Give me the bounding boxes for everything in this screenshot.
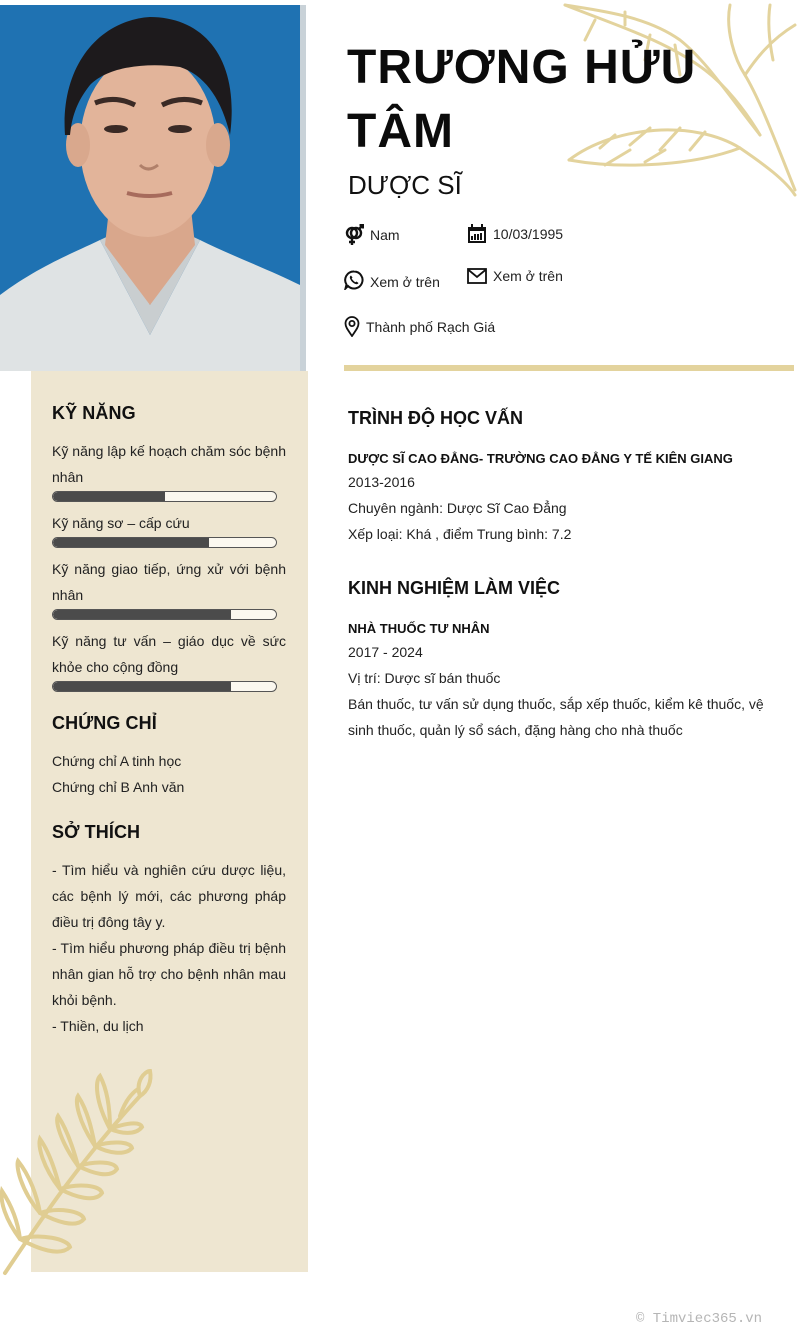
education-period: 2013-2016	[348, 474, 415, 490]
skill-bar	[52, 609, 277, 620]
skill-bar-fill	[53, 538, 209, 547]
birthday-value: 10/03/1995	[493, 226, 564, 242]
sidebar	[31, 371, 308, 1272]
skill-label: Kỹ năng sơ – cấp cứu	[52, 515, 190, 531]
experience-period: 2017 - 2024	[348, 644, 423, 660]
hobby-item: - Thiền, du lịch	[52, 1018, 144, 1034]
skill-bar-fill	[53, 682, 231, 691]
gender-icon	[344, 224, 364, 246]
job-title: DƯỢC SĨ	[348, 170, 462, 200]
hobbies-section	[52, 822, 286, 1039]
email-icon	[467, 268, 487, 284]
experience-section	[348, 578, 768, 743]
gender-value: Nam	[370, 227, 400, 243]
skill-item	[52, 628, 286, 692]
certificates-title: CHỨNG CHỈ	[52, 713, 157, 733]
skills-title: KỸ NĂNG	[52, 403, 136, 423]
contact-birthday	[467, 224, 563, 244]
skill-label: Kỹ năng lập kế hoạch chăm sóc bệnh nhân	[52, 443, 286, 485]
experience-position: Vị trí: Dược sĩ bán thuốc	[348, 670, 501, 686]
address-value: Thành phố Rạch Giá	[366, 318, 496, 335]
experience-heading: NHÀ THUỐC TƯ NHÂN	[348, 621, 490, 636]
certificates-section	[52, 713, 286, 800]
education-major: Chuyên ngành: Dược Sĩ Cao Đẳng	[348, 500, 567, 516]
watermark: © Timviec365.vn	[636, 1311, 763, 1327]
education-title: TRÌNH ĐỘ HỌC VẤN	[348, 408, 523, 428]
phone-icon	[344, 270, 364, 290]
skill-bar	[52, 681, 277, 692]
skill-item	[52, 556, 286, 620]
location-pin-icon	[344, 316, 360, 337]
skill-bar-fill	[53, 492, 165, 501]
experience-description: Bán thuốc, tư vấn sử dụng thuốc, sắp xếp thuốc, kiểm kê thuốc, vệ sinh thuốc, quản lý sổ sách, đặng hàng cho nhà thuốc	[348, 696, 764, 738]
education-grade: Xếp loại: Khá , điểm Trung bình: 7.2	[348, 526, 572, 542]
skill-bar-fill	[53, 610, 231, 619]
certificate-item: Chứng chỉ A tinh học	[52, 753, 182, 769]
contact-address	[344, 316, 495, 337]
contact-gender	[344, 224, 400, 246]
contact-email	[467, 268, 563, 284]
skill-item	[52, 510, 286, 548]
email-value: Xem ở trên	[493, 268, 563, 284]
skills-section	[52, 403, 286, 700]
experience-title: KINH NGHIỆM LÀM VIỆC	[348, 578, 561, 598]
phone-value: Xem ở trên	[370, 274, 440, 290]
fern-decoration-icon	[0, 1061, 160, 1276]
education-section	[348, 408, 768, 547]
contact-phone	[344, 270, 440, 290]
skill-item	[52, 438, 286, 502]
hobbies-title: SỞ THÍCH	[52, 822, 141, 842]
skill-bar	[52, 491, 277, 502]
profile-photo	[0, 5, 306, 371]
skill-label: Kỹ năng tư vấn – giáo dục về sức khỏe cho cộng đồng	[52, 633, 286, 675]
hobby-item: - Tìm hiểu và nghiên cứu dược liệu, các bệnh lý mới, các phương pháp điều trị đông tây y.	[52, 862, 286, 930]
calendar-icon	[467, 224, 487, 244]
hobby-item: - Tìm hiểu phương pháp điều trị bệnh nhân gian hỗ trợ cho bệnh nhân mau khỏi bệnh.	[52, 940, 286, 1008]
header-divider	[344, 365, 794, 371]
education-heading: DƯỢC SĨ CAO ĐẲNG- TRƯỜNG CAO ĐẲNG Y TẾ KIÊN GIANG	[348, 451, 733, 466]
skill-bar	[52, 537, 277, 548]
certificate-item: Chứng chỉ B Anh văn	[52, 779, 185, 795]
candidate-name: TRƯƠNG HỬU TÂM	[347, 41, 697, 158]
skill-label: Kỹ năng giao tiếp, ứng xử với bệnh nhân	[52, 561, 286, 603]
portrait-image	[0, 5, 306, 371]
